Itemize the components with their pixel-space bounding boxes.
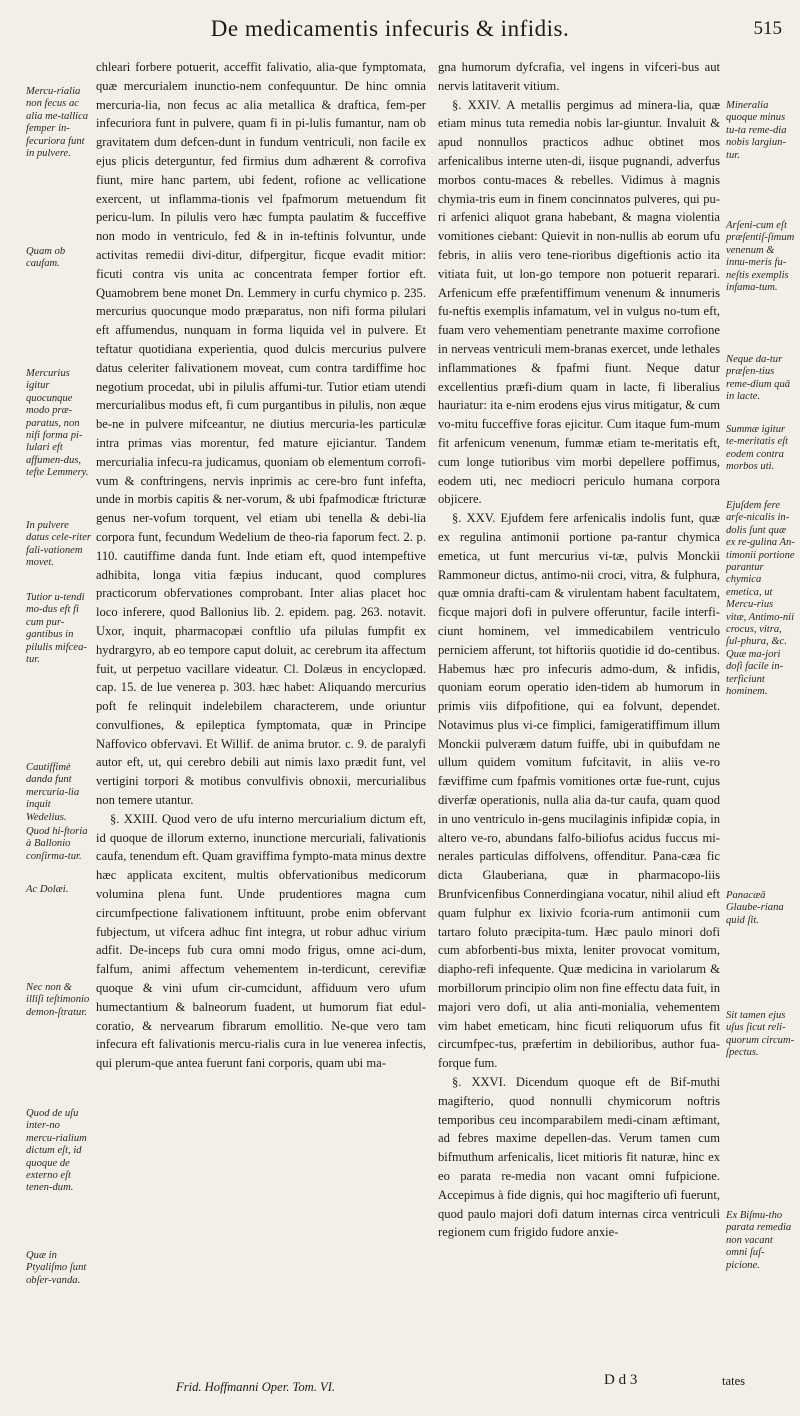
margin-note: Ac Dolæi. xyxy=(26,884,69,895)
margin-note: Ejuſdem fere arſe-nicalis in-dolis ſunt quæ ex re-gulina An-timonii portione parantur chymica emetica, ut Mercu-rius vitæ, Antimo-nii crocus, vitra, ſul-phura, &c. Quæ ma-jori doſi facile in-terficiunt hominem. xyxy=(726,500,795,698)
margin-note: Quod hi-ftoria à Ballonio conſirma-tur. xyxy=(26,826,88,862)
margin-note: Summæ igitur te-meritatis eſt eodem contra morbos uti. xyxy=(726,424,789,473)
running-title: De medicamentis infecuris & infidis. xyxy=(210,16,570,41)
margin-note: Sit tamen ejus uſus ſicut reli-quorum circum-ſpectus. xyxy=(726,1010,795,1059)
margin-note: Ex Biſmu-tho parata remedia non vacant omni ſuſ-picione. xyxy=(726,1210,792,1271)
footer-author: Frid. Hoffmanni Oper. Tom. VI. xyxy=(176,1380,336,1394)
margin-note: Quæ in Ptyaliſmo ſunt obſer-vanda. xyxy=(26,1250,87,1286)
page-header xyxy=(40,16,800,52)
margin-note: Quod de uſu inter-no mercu-rialium dictum eſt, id quoque de externo eſt tenen-dum. xyxy=(26,1108,87,1194)
right-column xyxy=(438,58,720,1358)
margin-note: Nec non & illiſi teſtimonio demon-ſtratur. xyxy=(26,982,90,1018)
catchword: tates xyxy=(722,1374,746,1388)
page-number: 515 xyxy=(753,18,782,39)
margin-note: Cautiffimè danda funt mercuria-lia inquit Wedelius. xyxy=(26,762,80,823)
margin-note: Tutior u-tendi mo-dus eft fi cum pur-gantibus in pilulis mifcea-tur. xyxy=(26,592,87,666)
margin-note: Panacæā Glaube-riana quid ſit. xyxy=(726,890,784,926)
margin-note: Mercurius igitur quocunque modo præ-paratus, non nifi forma pi-lulari eft affumen-dus, tefte Lemmery. xyxy=(26,368,89,479)
margin-note: Neque da-tur præſen-tius reme-dium quā in lacte. xyxy=(726,354,791,403)
paragraph: §. XXIII. Quod vero de ufu interno mercurialium dictum eft, id quoque de illorum externo, inunctione mercuriali, falivationis caufa, tenendum eft. Quam graviffima fympto-mata minus dextre hæc applicata excitent, multis obfervationibus medicorum volumina plena funt. Unde prudentiores magna cum circumfpectione falivationem inftituunt, probe enim obfervant fubjectum, ut vifcera adhuc fint integra, ut robur adhuc virium adfit. De-inceps fub cura omni modo frigus, omne aci-dum, falfum, animi affectum vehementem in-terdicunt, cerevifiæ quoque & vini ufum cir-cumcidunt, affiduum vero ufum humectantium & balneorum fuadent, ut humorum fiat edul-coratio, & nervearum fibrarum emollitio. Ne-que vero tam infecura eft falivationis mercu-rialis cura in lue venerea infectis, qui plerum-que antea fuerunt fani corporis, quam ubi ma- xyxy=(96,811,426,1071)
paragraph: gna humorum dyfcrafia, vel ingens in vifceri-bus aut nervis latitaverit vitium. xyxy=(438,60,720,93)
margin-note: Mineralia quoque minus tu-ta reme-dia nobis largiun-tur. xyxy=(726,100,787,161)
signature-mark: D d 3 xyxy=(604,1372,638,1388)
margin-note: Mercu-rialia non fecus ac alia me-tallica femper in-fecuriora funt in pulvere. xyxy=(26,86,89,160)
margin-note: Arſeni-cum eſt præſentiſ-ſimum venenum & innu-meris fu-neſtis exemplis infama-tum. xyxy=(726,220,795,294)
left-column xyxy=(96,58,426,1358)
paragraph: §. XXVI. Dicendum quoque eft de Bif-muthi magifterio, quod nonnulli chymicorum noftris temporibus ceu incomparabilem medi-cinam æftimant, ad febres maxime depellen-das. Verum tamen cum bifmuthum arfenicalis, licet mitioris fit naturæ, hinc ex eo parata re-media non vacant omni fufpicione. Accepimus à fide dignis, qui hoc magifterio ufi fuerunt, quod paulo majori dofi datum internas circa ventriculi regionem cum frigido fudore anxie- xyxy=(438,1075,720,1240)
margin-note: Quam ob caufam. xyxy=(26,246,66,270)
paragraph: §. XXIV. A metallis pergimus ad minera-lia, quæ etiam minus tuta remedia nobis lar-giuntur. Invaluit & apud nonnullos practicos adhuc obtinet mos arfenicalibus interne uten-di, iisque pugnandi, adverfus morbos contu-maces & rebelles. Vidimus à magnis chymia-tris eum in finem concinnatos pulveres, qui pu-ri arfenici aliquot grana habebant, & magna violentia vomitiones ciebant: Quievit in non-nullis ab eorum ufu febris, in aliis vero tene-rioribus digeftionis actio ita vitiata fuit, ut lon-go tempore non potuerit reparari. Arfenicum effe præfentiffimum venenum & innumeris fu-neftis exemplis infamatum, vel in vulgus no-tum eft, fuam vero vehementiam penetrante maxime corrofione in nerveas ventriculi mem-branas exercet, unde lethales inflammationes & fpafmi fiunt. Neque datur excellentius præfi-dium quam in lacte, fi liberalius hauriatur: ita e-nim erodens ejus virus mitigatur, & cum vo-mitu fucceffive foras ejicitur. Cum itaque fum-mum fit arfenicum venenum, fummæ etiam te-meritatis eft, cum longe tutioribus vim morbi depellere poffimus, eodem uti, nec mediocri periculo humana corpora objicere. xyxy=(438,97,720,507)
margin-note: In pulvere datus cele-riter fali-vationem movet. xyxy=(26,520,92,569)
paragraph: §. XXV. Ejufdem fere arfenicalis indolis funt, quæ ex regulina antimonii portione pa-rantur chymica emetica, ut funt mercurius vi-tæ, pulvis Monckii Rammoneur dictus, antimo-nii croci, vitra, & fulphura, quæ omnia drafti-cam & virulentam habent facultatem, ficque majori dofi in pulvere offeruntur, facile interfi-ciunt hominem, vel immedicabilem ventriculo perniciem afferunt, tot hiftoriis quotidie id do-centibus. Habemus hæc pro infecuris admo-dum, & infidis, quoniam eorum operatio iden-tidem ab humorum in primis viis difpofitione, qui ea folvunt, dependet. Notavimus plus vi-ce fimplici, famigeratiffimum illum Monckii pulveræm datum fuiffe, ubi in quibufdam ne ullum quidem vomitum fufcitavit, in aliis ve-ro fæviffime cum fpafmis vomitiones ortæ fue-runt, cujus diverfæ operationis, nulla alia da-tur caufa, quam quod in uno ventriculo in-gens mucilaginis infipidæ copia, in altero ve-ro, abundans falfo-biliofus acidus fuccus mi-nerales particulas diffolvens, offenditur. Pana-cæa fic dicta Glauberiana, quæ in pharmacopo-liis Brunfvicenfibus Connerdingiana vocatur, nihil aliud eft quam fulphur ex lixivio fcoria-rum antimonii cum tartaro foluto præcipita-tum. Hæc paulo minori dofi cum abforbenti-bus mixta, leniter provocat vomitum, diapho-refi infequente. Quæ medicina in variolarum & morbillorum principio olim non fine effectu data fuit, in majori vero dofi, ut alia anti-monialia, vehementem vim habet emeticam, hinc ficuti reliquorum ufus fit circumfpec-tus, præfertim in debilioribus, author fua-forque fum. xyxy=(438,511,720,1071)
paragraph: chleari forbere potuerit, acceffit falivatio, alia-que fymptomata, quæ mercurialem inunctio-nem confequuntur. De hinc omnia mercuria-lia, non fecus ac alia metallica & draftica, fem-per infecuriora funt in pulvere, quam fi in pi-lulis fumantur, nam ob gravitatem dum defcen-dunt in fundum ventriculi, non facile ex ejus plicis deterguntur, fed firmius dum adhærent & corrofiva fiunt, mire hanc partem, ubi fedent, rofione ac vellicatione exercent, ut inflamma-tionis vel fpafmorum metuendum fit pericu-lum. In pilulis vero hæc fumpta paulatim & fucceffive non modo in ventriculo, fed & in in-teftinis folvuntur, unde activitas remedii divi-ditur, difpergitur, ficque evadit mitior: ficuti contra vis unita ac concentrata femper fortior eft. Quamobrem bene monet Dn. Lemmery in curfu chymico p. 235. mercurius quocunque modo præparatus, non nifi forma pilulari eft affumendus, nunquam in forma liquida vel in pulvere. Et teftatur quotidiana experientia, quod dulcis mercurius pulvere datus celeriter falivationem moveat, cum contra tardiffime hoc negotium procedat, ubi in pilulis affumi-tur. Tutior etiam utendi mercurialibus modus eft, fi cum purgantibus in pilulis, non æque be-ne in pulvere mifceantur, ne diutius mercuria-les particulæ intra primas vias morentur, fed mature ejiciantur. Tandem mercurialia infecu-ra judicamus, quoniam ob elementum corrofi-vum & conftringens, nervis inprimis ac cere-bro funt infefta, unde in morbis capitis & ner-vorum, & ubi fpafmodicæ ftricturæ genus ner-vofum torquent, vel etiam ubi tenella & debi-lia corpora funt, fecundum Wedelium de theo-ria faporum fect. 2. p. 110. cautiffime danda funt. Inde etiam eft, quod intempeftive adhibita, longa vitia fæpius inducant, quod complures practicorum obfervationes comprobant. Inter alias placet hoc loco inferere, quod Ballonius lib. 2. epidem. pag. 263. notavit. Uxor, inquit, pharmacopæi conftlio ufa pilulas fumpfit ex hydrargyro, ab eo tempore caput doluit, ac cerebrum ita affectum fuit, ut perpetuo vacillare videatur. Cl. Dolæus in encyclopæd. cap. 15. de lue venerea p. 303. hæc habet: Aliquando mercurius poft fe relinquit indelebilem characterem, unde oriuntur convulfiones, & epileptica fymptomata, quæ in Principe Naffovico obfervavi. Et Willif. de anima brutor. c. 9. de paralyfi autor eft, ut, qui cerebro debili aut nimis laxo prædit funt, vel vertigini torpori & motibus convulfivis obnoxii, mercurialibus non temere utantur. xyxy=(96,60,426,808)
